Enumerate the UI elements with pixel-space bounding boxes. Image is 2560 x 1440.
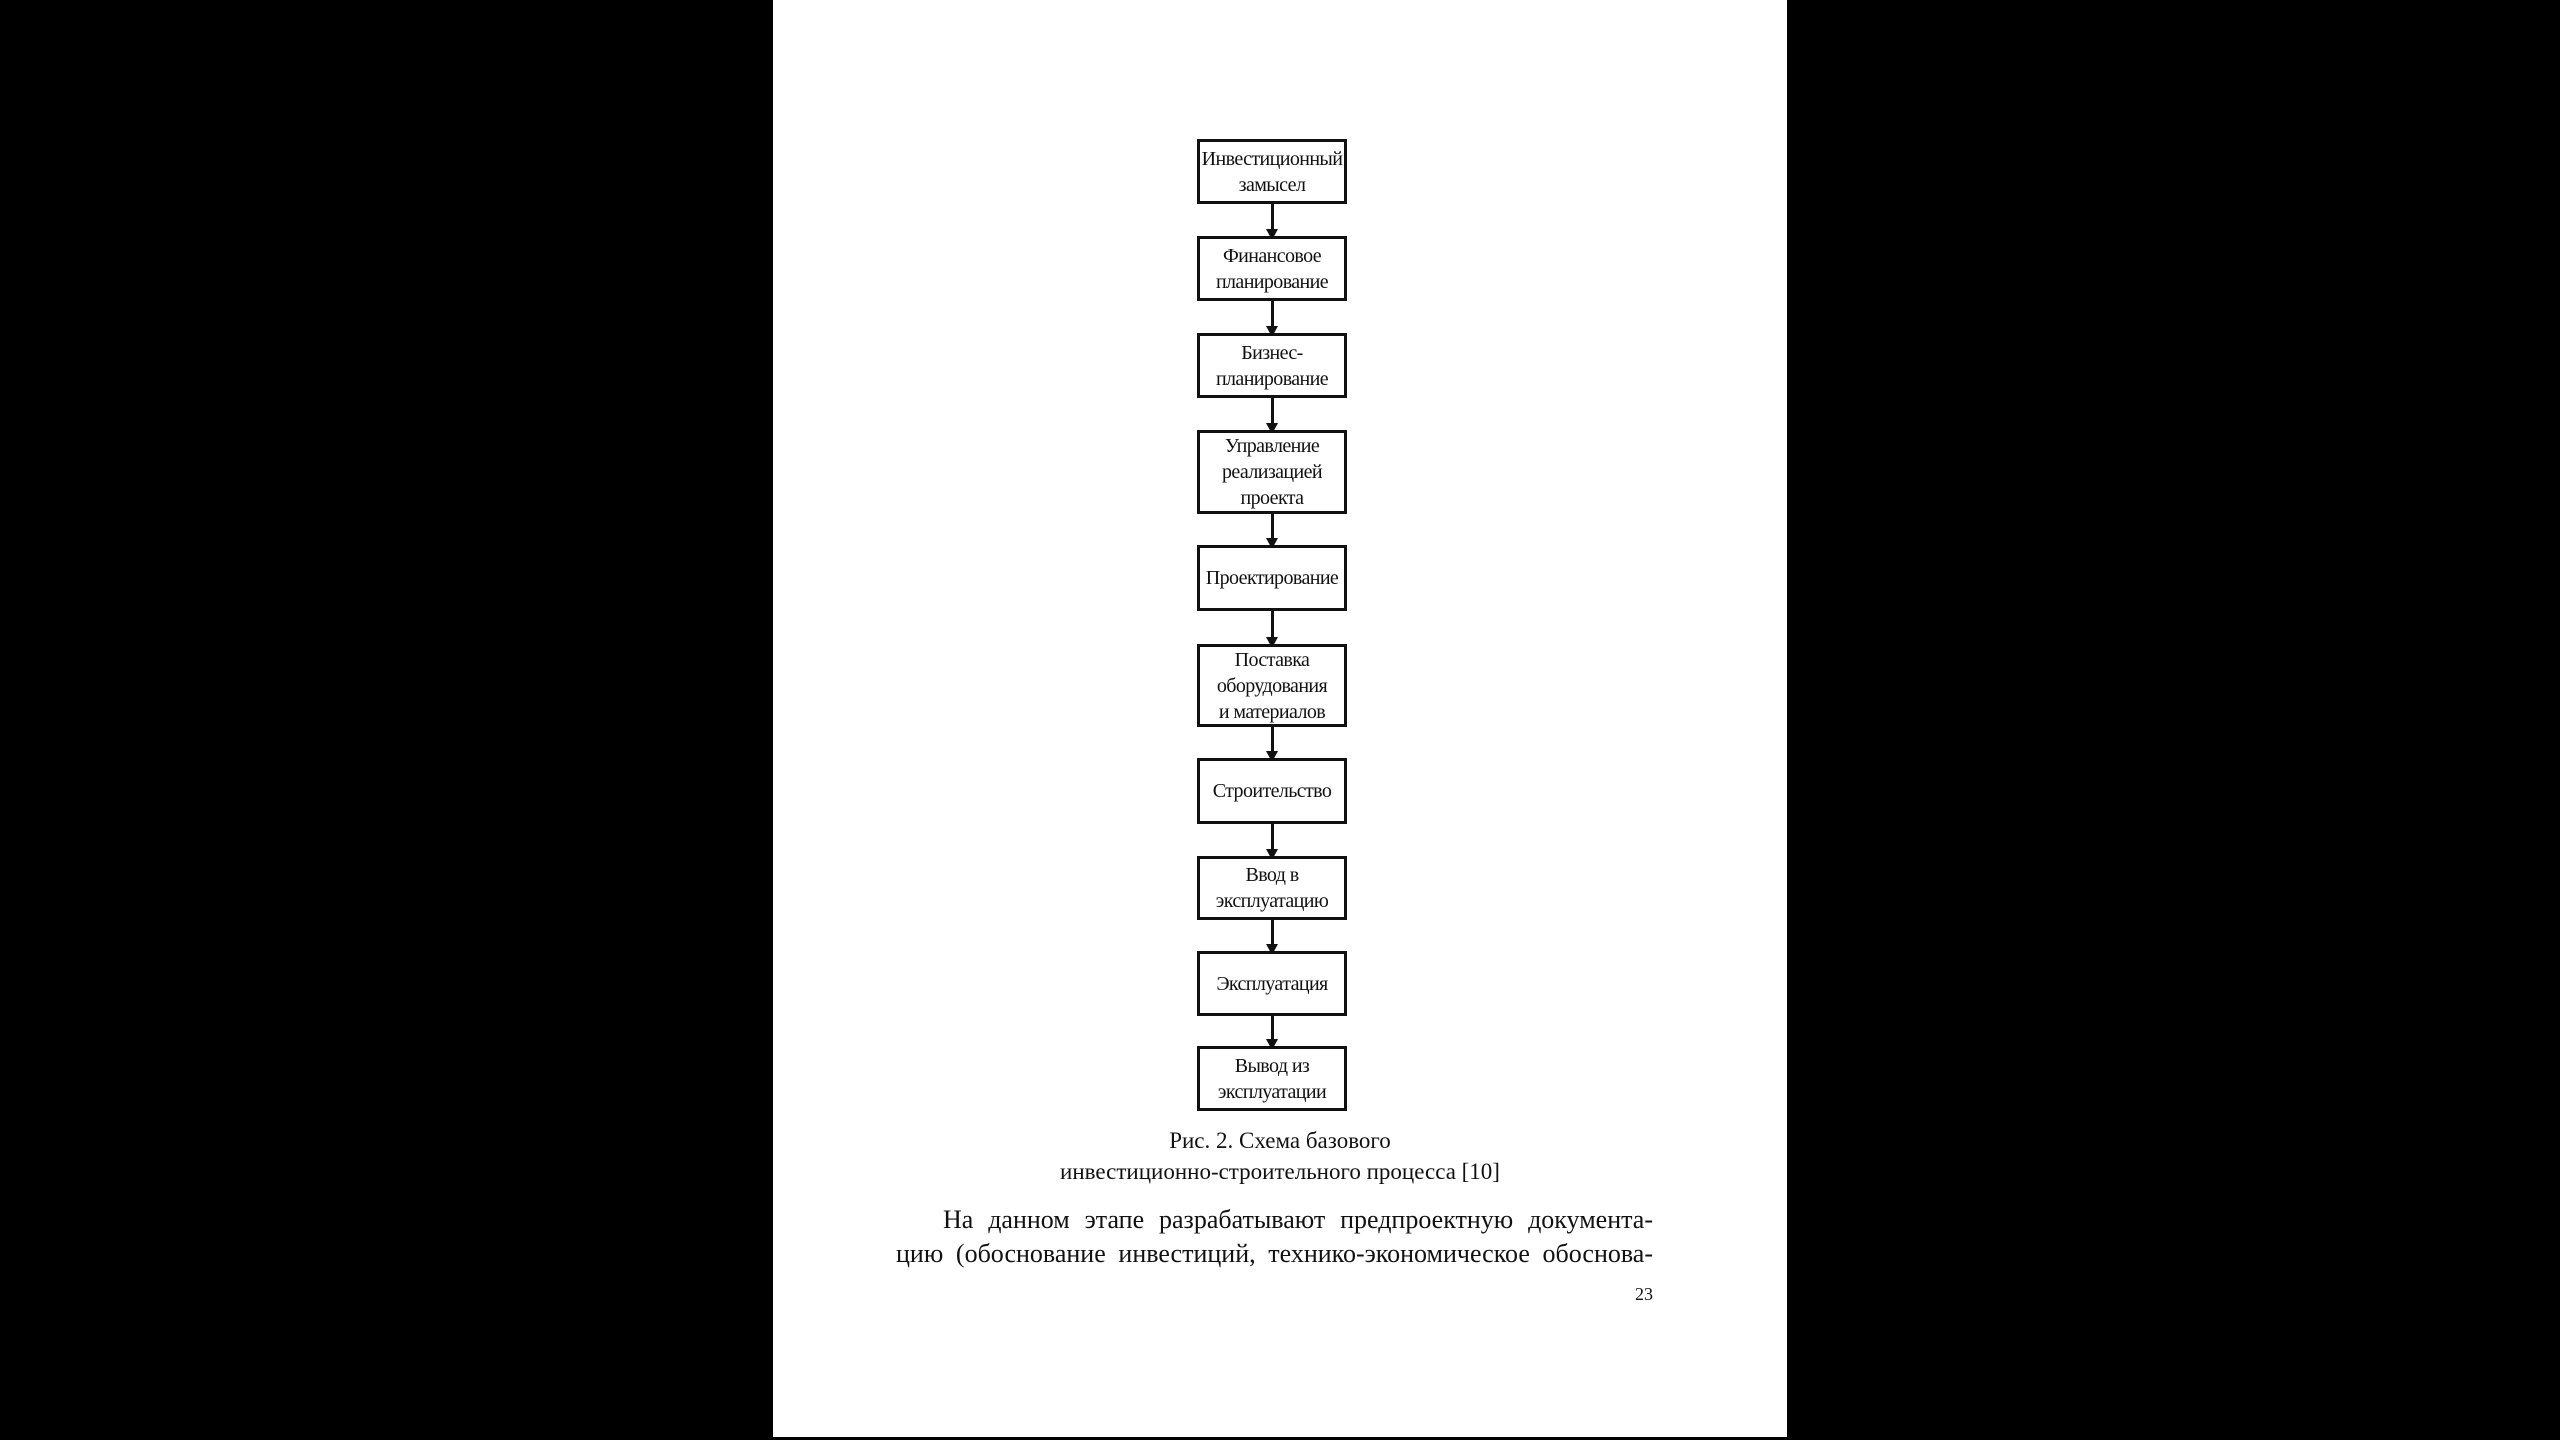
flowchart-step-decommissioning: Вывод из эксплуатации (1197, 1046, 1347, 1111)
flowchart-arrow (1271, 920, 1274, 953)
flowchart-step-project-management: Управление реализацией проекта (1197, 430, 1347, 514)
flowchart-arrow (1271, 301, 1274, 335)
flowchart-arrow (1271, 514, 1274, 547)
flowchart-step-design: Проектирование (1197, 545, 1347, 611)
flowchart-step-construction: Строительство (1197, 758, 1347, 824)
document-page (773, 0, 1787, 1437)
flowchart-step-business-planning: Бизнес- планирование (1197, 333, 1347, 398)
flowchart-arrow (1271, 727, 1274, 760)
investment-process-flowchart (773, 0, 1787, 1120)
flowchart-arrow (1271, 1016, 1274, 1048)
flowchart-step-financial-planning: Финансовое планирование (1197, 236, 1347, 301)
flowchart-step-investment-idea: Инвестиционный замысел (1197, 139, 1347, 204)
flowchart-step-operation: Эксплуатация (1197, 951, 1347, 1016)
figure-caption-line-2: инвестиционно-строительного процесса [10] (1060, 1159, 1500, 1184)
page-number: 23 (1635, 1284, 1653, 1304)
body-text-line-2: цию (обоснование инвестиций, технико-экономическое обоснова- (896, 1239, 1653, 1268)
flowchart-arrow (1271, 611, 1274, 646)
figure-caption-line-1: Рис. 2. Схема базового (1169, 1128, 1391, 1153)
body-paragraph (896, 1203, 1653, 1271)
flowchart-step-commissioning: Ввод в эксплуатацию (1197, 856, 1347, 920)
flowchart-arrow (1271, 824, 1274, 858)
flowchart-step-equipment-supply: Поставка оборудования и материалов (1197, 644, 1347, 727)
flowchart-arrow (1271, 398, 1274, 432)
body-text-line-1: На данном этапе разрабатывают предпроектную документа- (943, 1205, 1653, 1234)
flowchart-arrow (1271, 204, 1274, 238)
